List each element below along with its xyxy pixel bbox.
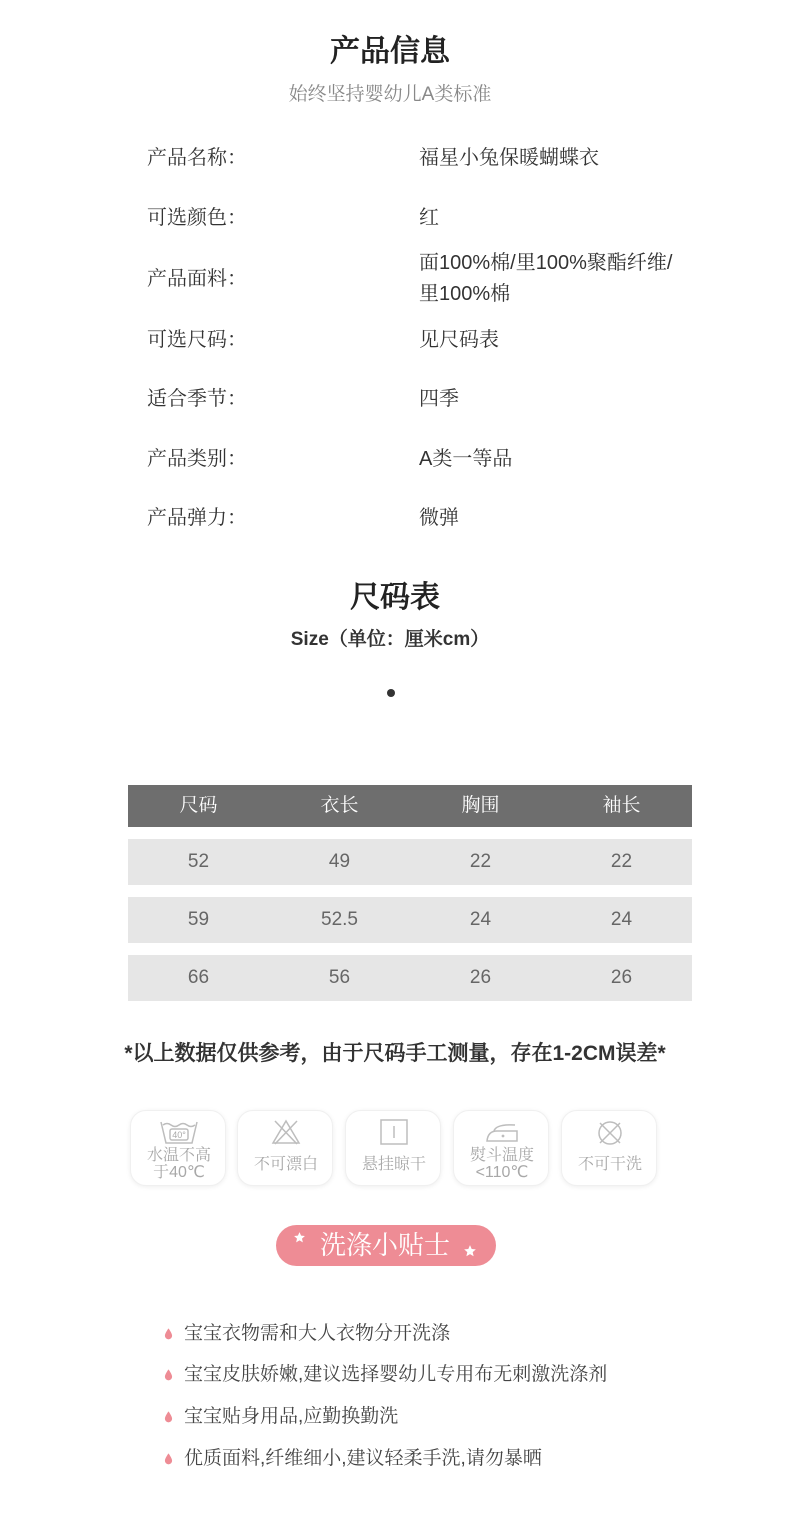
no-dry-clean-icon [595, 1117, 625, 1147]
care-item-no-bleach [237, 1110, 333, 1186]
care-label-line: 水温不高 [146, 1147, 211, 1164]
info-row-elasticity [147, 504, 707, 532]
hang-dry-icon [379, 1118, 409, 1146]
size-table-cell: 26 [610, 967, 633, 988]
product-info-title: 产品信息 [330, 35, 450, 68]
size-table-cell: 22 [469, 851, 492, 872]
info-row-season [147, 385, 707, 413]
info-row-color [147, 204, 707, 232]
hang-dry-icon [346, 1116, 442, 1148]
washing-tips-title: 洗涤小贴士 [319, 1230, 450, 1260]
star-icon [463, 1244, 477, 1258]
care-label-line: 悬挂晾干 [361, 1155, 426, 1173]
info-label: 可选颜色： [147, 207, 247, 229]
info-label: 产品面料： [147, 268, 247, 290]
tip-item [164, 1320, 450, 1348]
care-label-line: 熨斗温度 [469, 1147, 534, 1164]
size-table-header-cell: 衣长 [320, 795, 359, 816]
measurement-note: *以上数据仅供参考，由于尺码手工测量，存在1-2CM误差* [124, 1042, 666, 1065]
info-label: 可选尺码： [147, 329, 247, 351]
tip-text: 宝宝皮肤娇嫩,建议选择婴幼儿专用布无刺激洗涤剂 [184, 1364, 608, 1385]
care-label-line: <110℃ [475, 1164, 529, 1181]
no-bleach-icon [271, 1118, 301, 1146]
size-chart-title: 尺码表 [350, 581, 440, 614]
size-table-header-cell: 尺码 [179, 795, 218, 816]
size-table-row [128, 897, 692, 943]
tip-item [164, 1403, 398, 1431]
size-table-row [128, 839, 692, 885]
drop-icon [164, 1328, 173, 1340]
tip-text: 优质面料,纤维细小,建议轻柔手洗,请勿暴晒 [184, 1448, 542, 1469]
info-value-line: A类一等品 [419, 448, 513, 470]
info-value-line: 福星小兔保暖蝴蝶衣 [419, 147, 599, 169]
tip-text: 宝宝贴身用品,应勤换勤洗 [184, 1406, 399, 1427]
drop-icon [164, 1453, 173, 1465]
info-row-fabric [147, 248, 707, 310]
info-value-line: 四季 [419, 388, 459, 410]
wash-40-icon [159, 1119, 199, 1145]
size-table-header [128, 785, 692, 827]
size-table-header-cell: 袖长 [602, 795, 641, 816]
care-label [238, 1147, 334, 1181]
info-value [419, 385, 459, 413]
size-table-row [128, 955, 692, 1001]
care-label [346, 1147, 442, 1181]
care-label-line: 不可干洗 [577, 1155, 642, 1173]
care-label-line: 不可漂白 [253, 1155, 318, 1173]
care-instructions [130, 1110, 660, 1186]
info-label: 产品类别： [147, 448, 247, 470]
size-table-cell: 49 [328, 851, 351, 872]
info-row-size [147, 326, 707, 354]
care-label-line: 于40℃ [153, 1164, 205, 1181]
info-row-category [147, 445, 707, 473]
tip-text: 宝宝衣物需和大人衣物分开洗涤 [184, 1323, 451, 1344]
info-value-line: 里100%棉 [419, 283, 511, 305]
size-table-cell: 52.5 [321, 909, 358, 930]
info-value [419, 144, 599, 172]
no-dry-clean-icon [562, 1116, 658, 1148]
care-label [562, 1147, 658, 1181]
info-row-product-name [147, 144, 707, 172]
divider-dot [387, 689, 395, 697]
size-table-cell: 66 [187, 967, 210, 988]
no-bleach-icon [238, 1116, 334, 1148]
info-value [419, 445, 512, 473]
info-value-line: 微弹 [419, 507, 459, 529]
size-table-cell: 59 [187, 909, 210, 930]
size-table-cell: 24 [610, 909, 633, 930]
info-label: 产品弹力： [147, 507, 247, 529]
size-table-header-cell: 胸围 [461, 795, 500, 816]
care-item-iron [453, 1110, 549, 1186]
info-value [419, 326, 499, 354]
size-table-cell: 22 [610, 851, 633, 872]
size-table-cell: 24 [469, 909, 492, 930]
info-value [419, 204, 439, 232]
care-item-no-dry-clean [561, 1110, 657, 1186]
iron-icon [454, 1116, 550, 1148]
wash-40-icon [131, 1116, 227, 1148]
care-item-wash-temp [130, 1110, 226, 1186]
info-value [419, 248, 672, 310]
info-value-line: 红 [419, 207, 439, 229]
size-table [128, 785, 692, 1001]
drop-icon [164, 1369, 173, 1381]
wash-temp-text: 40° [172, 1130, 186, 1140]
size-chart-unit: Size（单位：厘米cm） [290, 629, 490, 650]
info-value [419, 504, 459, 532]
size-table-cell: 26 [469, 967, 492, 988]
info-label: 产品名称： [147, 147, 247, 169]
product-info-subtitle: 始终坚持婴幼儿A类标准 [288, 84, 492, 105]
size-table-cell: 52 [187, 851, 210, 872]
washing-tips-badge [276, 1225, 496, 1266]
info-value-line: 见尺码表 [419, 329, 499, 351]
drop-icon [164, 1411, 173, 1423]
care-label [131, 1147, 227, 1181]
tip-item [164, 1445, 542, 1473]
info-label: 适合季节： [147, 388, 247, 410]
size-table-cell: 56 [328, 967, 351, 988]
info-value-line: 面100%棉/里100%聚酯纤维/ [419, 252, 673, 274]
tip-item [164, 1361, 607, 1389]
care-item-hang-dry [345, 1110, 441, 1186]
care-label [454, 1147, 550, 1181]
iron-icon [484, 1120, 520, 1144]
